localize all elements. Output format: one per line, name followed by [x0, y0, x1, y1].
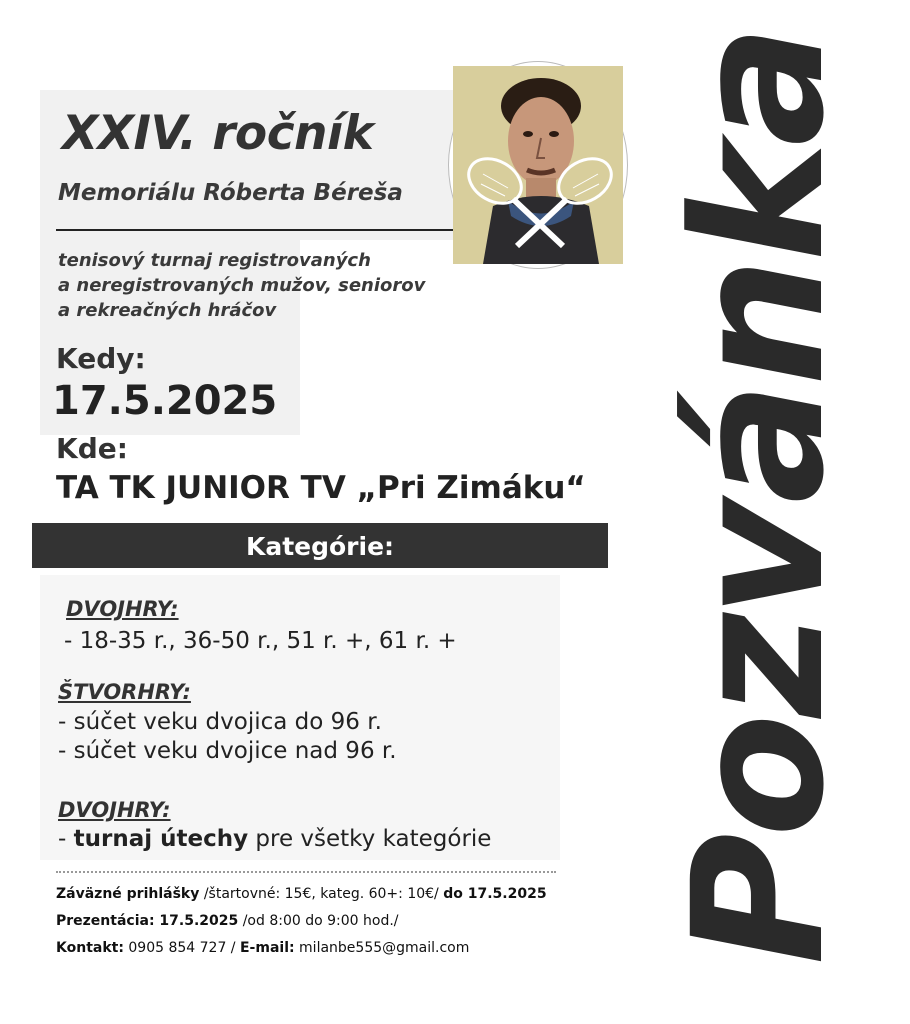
title-divider [56, 229, 456, 231]
registration-fee: /štartovné: 15€, kateg. 60+: 10€/ [199, 886, 444, 902]
event-venue: TA TK JUNIOR TV „Pri Zimáku“ [56, 470, 586, 506]
section-heading-singles: DVOJHRY: [66, 597, 179, 621]
where-label: Kde: [56, 432, 128, 465]
consolation-bold: turnaj útechy [73, 826, 249, 852]
presentation-info [56, 913, 399, 929]
email-label: E-mail: [239, 940, 295, 956]
event-date: 17.5.2025 [52, 378, 278, 424]
section-heading-doubles: ŠTVORHRY: [58, 680, 191, 704]
presentation-label: Prezentácia: 17.5.2025 [56, 913, 239, 929]
consolation-line [58, 826, 491, 852]
consolation-prefix: - [58, 826, 74, 852]
contact-info [56, 940, 469, 956]
categories-header-bar [32, 523, 608, 568]
categories-header: Kategórie: [245, 532, 395, 561]
singles-age-categories: - 18-35 r., 36-50 r., 51 r. +, 61 r. + [64, 628, 457, 654]
event-subtitle: Memoriálu Róberta Béreša [58, 180, 403, 206]
contact-label: Kontakt: [56, 940, 124, 956]
dotted-divider [56, 871, 556, 873]
contact-email: milanbe555@gmail.com [294, 940, 470, 956]
registration-label: Záväzné prihlášky [56, 886, 200, 902]
contact-phone: 0905 854 727 / [123, 940, 240, 956]
when-label: Kedy: [56, 342, 146, 375]
registration-info [56, 886, 547, 902]
event-title: XXIV. ročník [62, 106, 374, 161]
side-title-invitation: Pozvánka [655, 28, 864, 965]
description-line: a neregistrovaných mužov, seniorov [58, 275, 426, 296]
consolation-rest: pre všetky kategórie [248, 826, 492, 852]
doubles-category-line: - súčet veku dvojica do 96 r. [58, 709, 382, 735]
doubles-category-line: - súčet veku dvojice nad 96 r. [58, 738, 397, 764]
portrait-photo [449, 62, 627, 268]
event-description [58, 248, 425, 323]
description-line: a rekreačných hráčov [58, 300, 277, 321]
registration-deadline: do 17.5.2025 [443, 886, 547, 902]
portrait-illustration [453, 66, 623, 264]
description-line: tenisový turnaj registrovaných [58, 250, 371, 271]
section-heading-consolation: DVOJHRY: [58, 798, 171, 822]
presentation-time: /od 8:00 do 9:00 hod./ [238, 913, 399, 929]
